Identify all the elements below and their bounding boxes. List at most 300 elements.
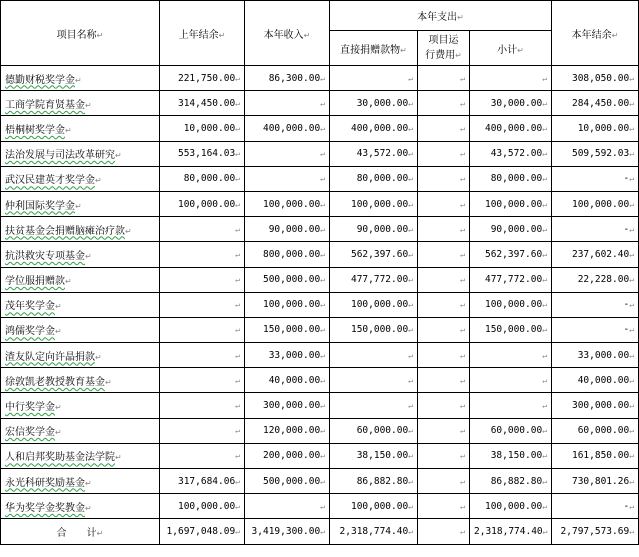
cell-prev-text: 80,000.00 xyxy=(183,173,236,185)
cell-subtotal-text: 562,397.60 xyxy=(484,248,543,260)
cell-balance xyxy=(552,141,639,166)
paragraph-mark: ↵ xyxy=(55,327,62,337)
cell-prev-text: 10,000.00 xyxy=(183,122,236,134)
paragraph-mark: ↵ xyxy=(460,501,465,511)
cell-balance-text: - xyxy=(623,299,630,311)
cell-subtotal-text: 86,882.80 xyxy=(490,475,543,487)
cell-prev xyxy=(160,217,245,242)
table-row xyxy=(1,292,639,317)
paragraph-mark: ↵ xyxy=(542,526,548,536)
paragraph-mark: ↵ xyxy=(460,476,465,486)
cell-direct xyxy=(330,141,418,166)
cell-subtotal xyxy=(470,368,552,393)
cell-balance-text: 10,000.00 xyxy=(577,122,630,134)
paragraph-mark: ↵ xyxy=(629,451,635,461)
table-row xyxy=(1,66,639,91)
cell-income xyxy=(245,217,330,242)
col-header-name: 项目名称↵ xyxy=(1,1,160,66)
table-row xyxy=(1,267,639,292)
paragraph-mark: ↵ xyxy=(408,350,413,360)
paragraph-mark: ↵ xyxy=(460,526,465,536)
cell-fund-name-text: 中行奖学金 xyxy=(5,402,55,414)
paragraph-mark: ↵ xyxy=(629,426,635,436)
paragraph-mark: ↵ xyxy=(65,125,72,135)
cell-income xyxy=(245,116,330,141)
cell-subtotal-text: 90,000.00 xyxy=(490,223,543,235)
cell-total-balance xyxy=(552,519,639,544)
paragraph-mark: ↵ xyxy=(320,526,325,536)
cell-ops xyxy=(418,368,470,393)
cell-total-label-text: 合 计 xyxy=(56,527,97,539)
cell-direct-text: 43,572.00 xyxy=(356,148,409,160)
cell-subtotal-text: 38,150.00 xyxy=(490,450,543,462)
cell-balance-text: 40,000.00 xyxy=(577,374,630,386)
cell-income-text: 100,000.00 xyxy=(262,299,321,311)
cell-fund-name-text: 永光科研奖励基金 xyxy=(5,477,85,489)
cell-subtotal xyxy=(470,418,552,443)
cell-income-text: 150,000.00 xyxy=(262,324,321,336)
cell-subtotal xyxy=(470,393,552,418)
cell-prev-text: 221,750.00 xyxy=(177,72,236,84)
cell-income xyxy=(245,443,330,468)
cell-income-text: 500,000.00 xyxy=(262,274,321,286)
cell-subtotal xyxy=(470,494,552,519)
cell-fund-name xyxy=(1,292,160,317)
total-row xyxy=(1,519,639,544)
paragraph-mark: ↵ xyxy=(542,451,548,461)
cell-fund-name xyxy=(1,66,160,91)
cell-balance xyxy=(552,418,639,443)
cell-balance-text: - xyxy=(623,173,630,185)
paragraph-mark: ↵ xyxy=(320,375,325,385)
cell-fund-name xyxy=(1,317,160,342)
cell-ops xyxy=(418,141,470,166)
cell-total-prev xyxy=(160,519,245,544)
cell-direct xyxy=(330,469,418,494)
cell-fund-name xyxy=(1,368,160,393)
paragraph-mark: ↵ xyxy=(460,149,465,159)
cell-prev xyxy=(160,166,245,191)
cell-fund-name-text: 梧桐树奖学金 xyxy=(5,124,65,136)
cell-total-direct xyxy=(330,519,418,544)
cell-direct-text: 86,882.80 xyxy=(356,475,409,487)
col-header-year-balance: 本年结余↵ xyxy=(552,1,639,66)
cell-total-direct-text: 2,318,774.40 xyxy=(339,525,409,537)
paragraph-mark: ↵ xyxy=(460,350,465,360)
cell-fund-name xyxy=(1,469,160,494)
paragraph-mark: ↵ xyxy=(542,501,548,511)
cell-fund-name xyxy=(1,443,160,468)
cell-balance-text: - xyxy=(623,500,630,512)
cell-prev xyxy=(160,443,245,468)
paragraph-mark: ↵ xyxy=(320,275,325,285)
paragraph-mark: ↵ xyxy=(408,501,413,511)
cell-prev xyxy=(160,317,245,342)
cell-income xyxy=(245,418,330,443)
cell-income-text: 86,300.00 xyxy=(268,72,321,84)
paragraph-mark: ↵ xyxy=(542,325,548,335)
cell-income xyxy=(245,393,330,418)
cell-ops xyxy=(418,317,470,342)
paragraph-mark: ↵ xyxy=(85,251,92,261)
cell-fund-name xyxy=(1,166,160,191)
paragraph-mark: ↵ xyxy=(629,526,635,536)
paragraph-mark: ↵ xyxy=(115,151,122,161)
paragraph-mark: ↵ xyxy=(542,73,548,83)
cell-prev xyxy=(160,116,245,141)
paragraph-mark: ↵ xyxy=(542,199,548,209)
cell-total-label xyxy=(1,519,160,544)
paragraph-mark: ↵ xyxy=(75,201,82,211)
cell-prev-text: 317,684.06 xyxy=(177,475,236,487)
cell-total-subtotal xyxy=(470,519,552,544)
cell-balance xyxy=(552,166,639,191)
cell-income xyxy=(245,66,330,91)
paragraph-mark: ↵ xyxy=(408,451,413,461)
paragraph-mark: ↵ xyxy=(235,426,240,436)
paragraph-mark: ↵ xyxy=(408,174,413,184)
cell-subtotal xyxy=(470,66,552,91)
cell-income-text: 500,000.00 xyxy=(262,475,321,487)
paragraph-mark: ↵ xyxy=(85,100,92,110)
cell-fund-name-text: 徐敦凯老教授教育基金 xyxy=(5,376,105,388)
paragraph-mark: ↵ xyxy=(320,249,325,259)
cell-fund-name xyxy=(1,494,160,519)
cell-fund-name-text: 德勤财税奖学金 xyxy=(5,74,75,86)
cell-subtotal xyxy=(470,191,552,216)
cell-balance xyxy=(552,91,639,116)
paragraph-mark: ↵ xyxy=(408,401,413,411)
cell-balance-text: 100,000.00 xyxy=(571,198,630,210)
table-row xyxy=(1,393,639,418)
cell-ops xyxy=(418,267,470,292)
cell-prev xyxy=(160,368,245,393)
cell-income xyxy=(245,292,330,317)
cell-direct-text: 38,150.00 xyxy=(356,450,409,462)
cell-total-income-text: 3,419,300.00 xyxy=(251,525,321,537)
cell-subtotal xyxy=(470,469,552,494)
table-row xyxy=(1,191,639,216)
paragraph-mark: ↵ xyxy=(320,401,325,411)
paragraph-mark: ↵ xyxy=(320,451,325,461)
cell-prev xyxy=(160,141,245,166)
cell-prev-text: 100,000.00 xyxy=(177,198,236,210)
paragraph-mark: ↵ xyxy=(629,325,635,335)
paragraph-mark: ↵ xyxy=(235,501,240,511)
cell-balance xyxy=(552,469,639,494)
cell-fund-name-text: 华为奖学金奖教金 xyxy=(5,502,85,514)
cell-subtotal xyxy=(470,91,552,116)
cell-balance xyxy=(552,267,639,292)
paragraph-mark: ↵ xyxy=(235,350,240,360)
col-header-direct: 直接捐赠款物↵ xyxy=(330,31,418,66)
cell-income xyxy=(245,469,330,494)
cell-prev xyxy=(160,242,245,267)
cell-subtotal xyxy=(470,267,552,292)
cell-prev xyxy=(160,267,245,292)
paragraph-mark: ↵ xyxy=(320,123,325,133)
cell-fund-name xyxy=(1,343,160,368)
paragraph-mark: ↵ xyxy=(408,476,413,486)
cell-balance xyxy=(552,242,639,267)
cell-subtotal xyxy=(470,343,552,368)
cell-direct-text: 100,000.00 xyxy=(350,500,409,512)
cell-total-prev-text: 1,697,048.09 xyxy=(166,525,236,537)
cell-ops xyxy=(418,166,470,191)
col-header-expense: 本年支出↵ xyxy=(330,1,552,31)
paragraph-mark: ↵ xyxy=(542,426,548,436)
paragraph-mark: ↵ xyxy=(235,275,240,285)
cell-balance xyxy=(552,443,639,468)
cell-fund-name-text: 仲利国际奖学金 xyxy=(5,200,75,212)
cell-direct-text: 30,000.00 xyxy=(356,97,409,109)
cell-fund-name-text: 鸿儒奖学金 xyxy=(5,326,55,338)
cell-balance xyxy=(552,368,639,393)
paragraph-mark: ↵ xyxy=(320,300,325,310)
paragraph-mark: ↵ xyxy=(320,501,325,511)
cell-direct-text: 100,000.00 xyxy=(350,198,409,210)
cell-balance-text: 509,592.03 xyxy=(571,148,630,160)
paragraph-mark: ↵ xyxy=(408,123,413,133)
paragraph-mark: ↵ xyxy=(460,199,465,209)
cell-direct-text: 90,000.00 xyxy=(356,223,409,235)
paragraph-mark: ↵ xyxy=(460,451,465,461)
cell-balance-text: - xyxy=(623,324,630,336)
cell-direct xyxy=(330,242,418,267)
cell-direct xyxy=(330,368,418,393)
cell-total-income xyxy=(245,519,330,544)
paragraph-mark: ↵ xyxy=(542,401,548,411)
paragraph-mark: ↵ xyxy=(460,325,465,335)
cell-income xyxy=(245,368,330,393)
cell-ops xyxy=(418,91,470,116)
table-row xyxy=(1,91,639,116)
cell-balance-text: 284,450.00 xyxy=(571,97,630,109)
paragraph-mark: ↵ xyxy=(235,526,240,536)
cell-direct xyxy=(330,418,418,443)
cell-direct xyxy=(330,217,418,242)
cell-prev-text: 314,450.00 xyxy=(177,97,236,109)
cell-prev xyxy=(160,418,245,443)
cell-ops xyxy=(418,66,470,91)
cell-prev xyxy=(160,469,245,494)
cell-subtotal xyxy=(470,317,552,342)
table-row xyxy=(1,368,639,393)
cell-income-text: 200,000.00 xyxy=(262,450,321,462)
cell-prev xyxy=(160,494,245,519)
paragraph-mark: ↵ xyxy=(629,401,635,411)
cell-ops xyxy=(418,418,470,443)
paragraph-mark: ↵ xyxy=(235,476,240,486)
cell-direct-text: 562,397.60 xyxy=(350,248,409,260)
cell-total-subtotal-text: 2,318,774.40 xyxy=(474,525,543,537)
paragraph-mark: ↵ xyxy=(235,149,240,159)
cell-balance xyxy=(552,66,639,91)
cell-prev-text: 553,164.03 xyxy=(177,148,236,160)
cell-direct-text: 150,000.00 xyxy=(350,324,409,336)
paragraph-mark: ↵ xyxy=(542,300,548,310)
paragraph-mark: ↵ xyxy=(85,478,92,488)
paragraph-mark: ↵ xyxy=(55,302,62,312)
paragraph-mark: ↵ xyxy=(320,199,325,209)
paragraph-mark: ↵ xyxy=(460,174,465,184)
table-row xyxy=(1,418,639,443)
cell-direct xyxy=(330,317,418,342)
paragraph-mark: ↵ xyxy=(235,325,240,335)
cell-direct xyxy=(330,393,418,418)
cell-prev xyxy=(160,292,245,317)
cell-fund-name xyxy=(1,141,160,166)
cell-ops xyxy=(418,494,470,519)
cell-prev xyxy=(160,343,245,368)
table-row xyxy=(1,443,639,468)
cell-income xyxy=(245,267,330,292)
cell-fund-name-text: 渣友队定向许晶捐款 xyxy=(5,351,95,363)
paragraph-mark: ↵ xyxy=(320,224,325,234)
paragraph-mark: ↵ xyxy=(235,123,240,133)
paragraph-mark: ↵ xyxy=(629,275,635,285)
cell-balance-text: 161,850.00 xyxy=(571,450,630,462)
cell-subtotal-text: 100,000.00 xyxy=(484,198,543,210)
cell-fund-name-text: 宏信奖学金 xyxy=(5,427,55,439)
paragraph-mark: ↵ xyxy=(320,149,325,159)
paragraph-mark: ↵ xyxy=(408,300,413,310)
paragraph-mark: ↵ xyxy=(629,73,635,83)
paragraph-mark: ↵ xyxy=(629,199,635,209)
cell-fund-name xyxy=(1,191,160,216)
cell-subtotal-text: 60,000.00 xyxy=(490,425,543,437)
cell-fund-name-text: 武汉民建英才奖学金 xyxy=(5,175,95,187)
paragraph-mark: ↵ xyxy=(235,199,240,209)
paragraph-mark: ↵ xyxy=(542,98,548,108)
cell-subtotal xyxy=(470,292,552,317)
paragraph-mark: ↵ xyxy=(320,174,325,184)
cell-ops xyxy=(418,469,470,494)
cell-fund-name-text: 抗洪救灾专项基金 xyxy=(5,250,85,262)
cell-fund-name-text: 扶贫基金会捐赠脑瘫治疗款 xyxy=(5,225,125,237)
paragraph-mark: ↵ xyxy=(629,149,635,159)
cell-prev xyxy=(160,393,245,418)
table-row xyxy=(1,469,639,494)
cell-subtotal xyxy=(470,217,552,242)
cell-direct-text: 400,000.00 xyxy=(350,122,409,134)
table-row xyxy=(1,242,639,267)
cell-subtotal-text: 400,000.00 xyxy=(484,122,543,134)
paragraph-mark: ↵ xyxy=(542,350,548,360)
paragraph-mark: ↵ xyxy=(460,426,465,436)
col-header-subtotal: 小计↵ xyxy=(470,31,552,66)
cell-subtotal-text: 150,000.00 xyxy=(484,324,543,336)
cell-prev xyxy=(160,66,245,91)
cell-income xyxy=(245,191,330,216)
cell-subtotal-text: 30,000.00 xyxy=(490,97,543,109)
paragraph-mark: ↵ xyxy=(408,199,413,209)
cell-subtotal-text: 100,000.00 xyxy=(484,299,543,311)
paragraph-mark: ↵ xyxy=(408,224,413,234)
paragraph-mark: ↵ xyxy=(235,224,240,234)
cell-income-text: 120,000.00 xyxy=(262,425,321,437)
cell-ops xyxy=(418,343,470,368)
cell-balance xyxy=(552,494,639,519)
paragraph-mark: ↵ xyxy=(460,375,465,385)
cell-balance xyxy=(552,317,639,342)
paragraph-mark: ↵ xyxy=(460,275,465,285)
paragraph-mark: ↵ xyxy=(320,98,325,108)
paragraph-mark: ↵ xyxy=(408,275,413,285)
paragraph-mark: ↵ xyxy=(542,174,548,184)
cell-balance xyxy=(552,292,639,317)
paragraph-mark: ↵ xyxy=(460,300,465,310)
paragraph-mark: ↵ xyxy=(320,325,325,335)
cell-subtotal xyxy=(470,166,552,191)
cell-subtotal-text: 80,000.00 xyxy=(490,173,543,185)
cell-subtotal-text: 477,772.00 xyxy=(484,274,543,286)
header-row-1 xyxy=(1,1,639,31)
cell-direct xyxy=(330,166,418,191)
cell-income xyxy=(245,317,330,342)
table-row xyxy=(1,166,639,191)
cell-fund-name-text: 法治发展与司法改革研究 xyxy=(5,150,115,162)
cell-ops xyxy=(418,242,470,267)
paragraph-mark: ↵ xyxy=(115,453,122,463)
cell-ops xyxy=(418,116,470,141)
cell-direct xyxy=(330,343,418,368)
cell-fund-name-text: 学位服捐赠款 xyxy=(5,276,65,288)
paragraph-mark: ↵ xyxy=(320,73,325,83)
cell-income-text: 800,000.00 xyxy=(262,248,321,260)
paragraph-mark: ↵ xyxy=(85,503,92,513)
paragraph-mark: ↵ xyxy=(629,123,635,133)
cell-subtotal-text: 43,572.00 xyxy=(490,148,543,160)
cell-fund-name-text: 人和启邦奖助基金法学院 xyxy=(5,452,115,464)
cell-balance-text: 237,602.40 xyxy=(571,248,630,260)
col-header-prev-balance: 上年结余↵ xyxy=(160,1,245,66)
cell-subtotal xyxy=(470,141,552,166)
paragraph-mark: ↵ xyxy=(542,123,548,133)
paragraph-mark: ↵ xyxy=(629,224,635,234)
paragraph-mark: ↵ xyxy=(460,98,465,108)
paragraph-mark: ↵ xyxy=(408,426,413,436)
paragraph-mark: ↵ xyxy=(460,249,465,259)
paragraph-mark: ↵ xyxy=(542,476,548,486)
paragraph-mark: ↵ xyxy=(542,249,548,259)
cell-direct xyxy=(330,443,418,468)
paragraph-mark: ↵ xyxy=(320,350,325,360)
cell-ops xyxy=(418,191,470,216)
cell-income xyxy=(245,343,330,368)
paragraph-mark: ↵ xyxy=(460,401,465,411)
col-header-ops: 项目运 行费用↵ xyxy=(418,31,470,66)
cell-fund-name-text: 工商学院育贤基金 xyxy=(5,99,85,111)
paragraph-mark: ↵ xyxy=(235,451,240,461)
paragraph-mark: ↵ xyxy=(65,277,72,287)
cell-direct xyxy=(330,267,418,292)
cell-income xyxy=(245,91,330,116)
cell-subtotal xyxy=(470,242,552,267)
table-row xyxy=(1,494,639,519)
paragraph-mark: ↵ xyxy=(408,98,413,108)
table-row xyxy=(1,317,639,342)
paragraph-mark: ↵ xyxy=(629,350,635,360)
paragraph-mark: ↵ xyxy=(320,476,325,486)
cell-income xyxy=(245,494,330,519)
paragraph-mark: ↵ xyxy=(105,377,112,387)
paragraph-mark: ↵ xyxy=(55,428,62,438)
table-row xyxy=(1,343,639,368)
paragraph-mark: ↵ xyxy=(629,174,635,184)
cell-prev-text: 100,000.00 xyxy=(177,500,236,512)
paragraph-mark: ↵ xyxy=(408,375,413,385)
